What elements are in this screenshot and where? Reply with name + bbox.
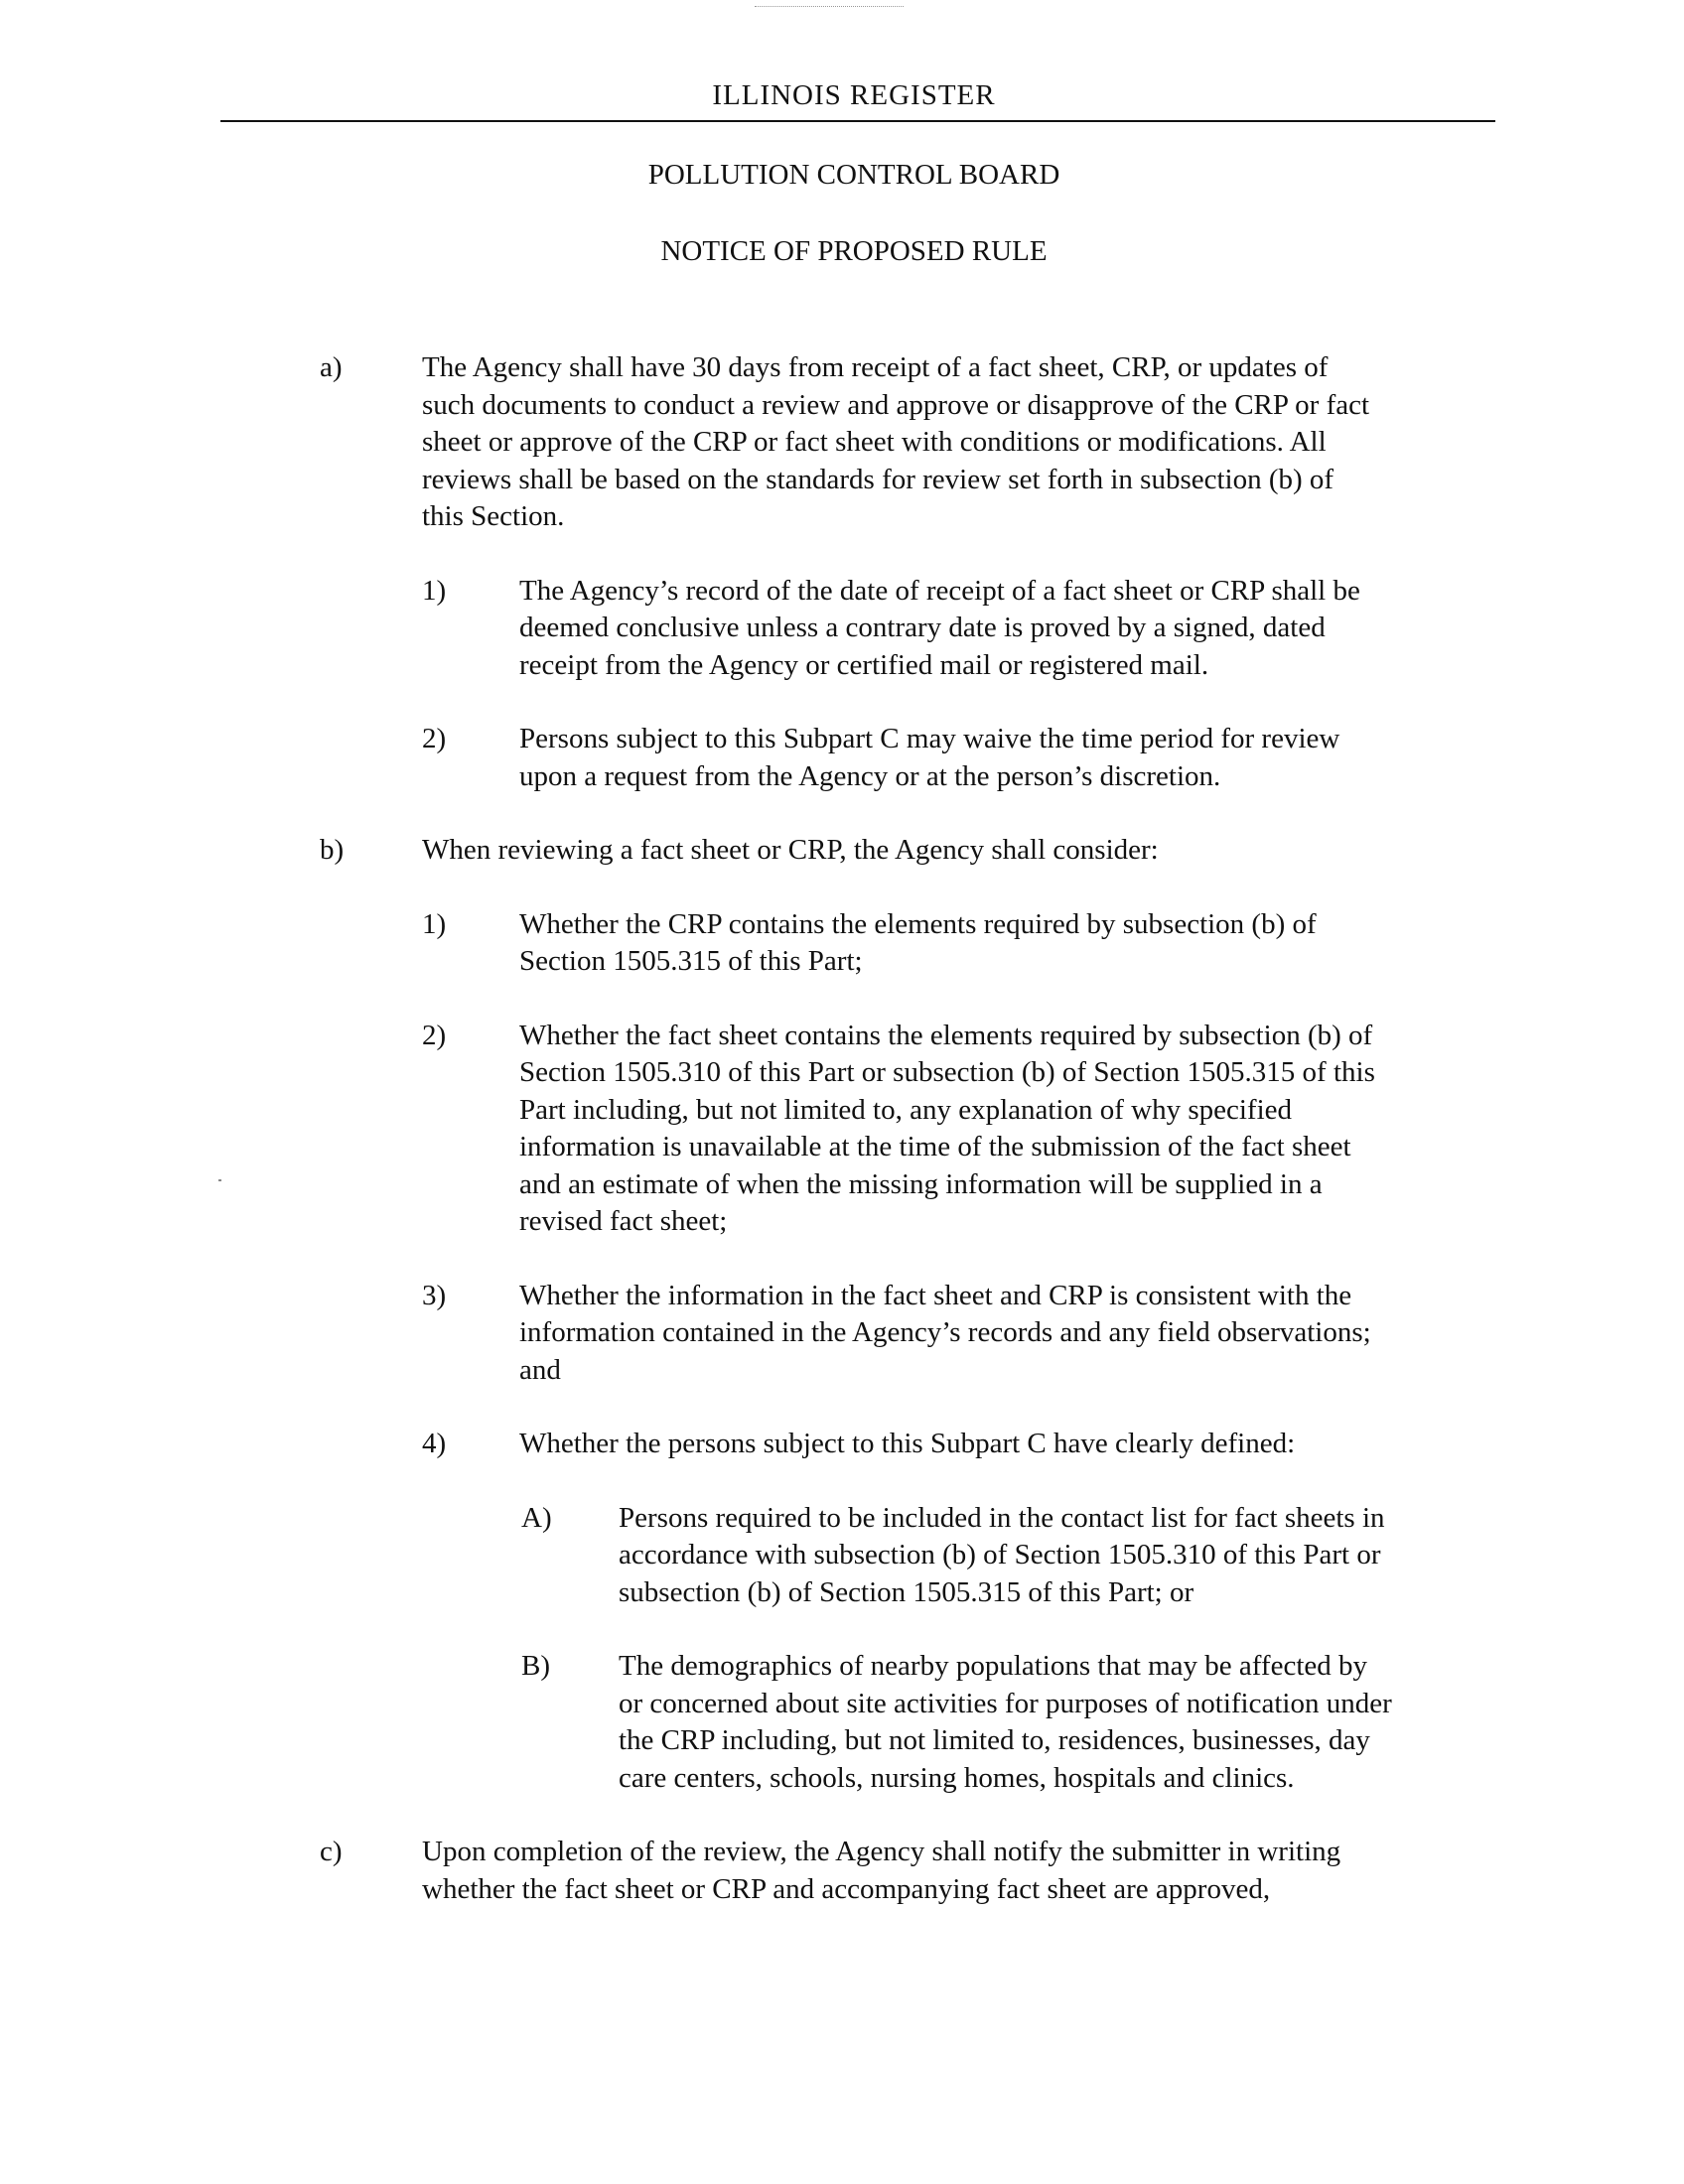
subsection-label: A)	[521, 1501, 552, 1534]
subsection-label: c)	[320, 1836, 343, 1867]
text-line: whether the fact sheet or CRP and accompanying fact sheet are approved,	[422, 1872, 1271, 1905]
text-line: and	[519, 1353, 561, 1386]
subsection-label: 2)	[422, 1019, 447, 1051]
subsection-text	[519, 573, 1684, 685]
subsection-text	[422, 1834, 1684, 1908]
header-rule	[220, 120, 1495, 122]
subsection-text	[519, 1018, 1684, 1241]
text-line: The Agency shall have 30 days from receipt of a fact sheet, CRP, or updates of	[422, 351, 1329, 383]
subsection-2	[0, 906, 1684, 981]
subsection-label: b)	[320, 834, 345, 866]
text-line: Upon completion of the review, the Agency shall notify the submitter in writing	[422, 1836, 1341, 1867]
text-line: Section 1505.315 of this Part;	[519, 945, 863, 977]
text-line: Persons subject to this Subpart C may waive the time period for review	[519, 723, 1340, 754]
text-line: or concerned about site activities for purposes of notification under	[619, 1687, 1392, 1719]
text-line: such documents to conduct a review and approve or disapprove of the CRP or fact	[422, 388, 1370, 421]
notice-title: NOTICE OF PROPOSED RULE	[660, 235, 1048, 267]
subsection-text	[519, 721, 1684, 795]
register-header: ILLINOIS REGISTER	[712, 79, 996, 111]
text-line: revised fact sheet;	[519, 1205, 728, 1237]
text-line: this Section.	[422, 500, 565, 532]
text-line: reviews shall be based on the standards for review set forth in subsection (b) of	[422, 463, 1334, 495]
subsection-label: 4)	[422, 1428, 447, 1459]
subsection-3	[0, 1500, 1684, 1612]
subsection-2	[0, 1018, 1684, 1241]
subsection-text	[519, 906, 1684, 981]
text-line: information is unavailable at the time of the submission of the fact sheet	[519, 1131, 1351, 1162]
text-line: When reviewing a fact sheet or CRP, the Agency shall consider:	[422, 834, 1159, 866]
subsection-label: B)	[521, 1650, 550, 1682]
subsection-text	[422, 349, 1684, 536]
subsection-label: 1)	[422, 574, 447, 607]
text-line: the CRP including, but not limited to, residences, businesses, day	[619, 1724, 1370, 1756]
subsection-label: 2)	[422, 723, 447, 754]
subsection-text	[422, 832, 1684, 870]
text-line: The demographics of nearby populations that may be affected by	[619, 1650, 1368, 1682]
subsection-label: 1)	[422, 907, 447, 940]
text-line: Whether the information in the fact sheet and CRP is consistent with the	[519, 1279, 1352, 1311]
subsection-label: a)	[320, 351, 343, 383]
subsection-1	[0, 1834, 1684, 1908]
subsection-text	[519, 1426, 1684, 1463]
text-line: Persons required to be included in the contact list for fact sheets in	[619, 1501, 1385, 1534]
subsection-2	[0, 1278, 1684, 1390]
text-line: Section 1505.310 of this Part or subsection (b) of Section 1505.315 of this	[519, 1056, 1375, 1088]
subsection-text	[619, 1648, 1684, 1797]
scan-artifact	[755, 6, 904, 9]
text-line: subsection (b) of Section 1505.315 of this Part; or	[619, 1575, 1194, 1608]
subsection-2	[0, 1426, 1684, 1463]
subsection-2	[0, 573, 1684, 685]
text-line: accordance with subsection (b) of Section 1505.310 of this Part or	[619, 1539, 1381, 1570]
subsection-label: 3)	[422, 1279, 447, 1311]
subsection-text	[619, 1500, 1684, 1612]
text-line: Part including, but not limited to, any explanation of why specified	[519, 1093, 1293, 1126]
subsection-1	[0, 832, 1684, 870]
text-line: The Agency’s record of the date of receipt of a fact sheet or CRP shall be	[519, 574, 1360, 607]
subsection-1	[0, 349, 1684, 536]
subsection-2	[0, 721, 1684, 795]
rule-text	[0, 349, 1684, 1945]
text-line: upon a request from the Agency or at the person’s discretion.	[519, 759, 1221, 792]
text-line: information contained in the Agency’s records and any field observations;	[519, 1316, 1371, 1348]
text-line: care centers, schools, nursing homes, hospitals and clinics.	[619, 1761, 1295, 1794]
text-line: and an estimate of when the missing information will be supplied in a	[519, 1167, 1323, 1200]
text-line: sheet or approve of the CRP or fact sheet with conditions or modifications. All	[422, 426, 1327, 458]
board-name: POLLUTION CONTROL BOARD	[647, 159, 1060, 191]
subsection-text	[519, 1278, 1684, 1390]
text-line: Whether the persons subject to this Subpart C have clearly defined:	[519, 1428, 1296, 1459]
text-line: Whether the fact sheet contains the elements required by subsection (b) of	[519, 1019, 1373, 1051]
subsection-3	[0, 1648, 1684, 1797]
text-line: Whether the CRP contains the elements required by subsection (b) of	[519, 907, 1317, 940]
text-line: deemed conclusive unless a contrary date is proved by a signed, dated	[519, 612, 1326, 643]
text-line: receipt from the Agency or certified mail or registered mail.	[519, 648, 1209, 681]
